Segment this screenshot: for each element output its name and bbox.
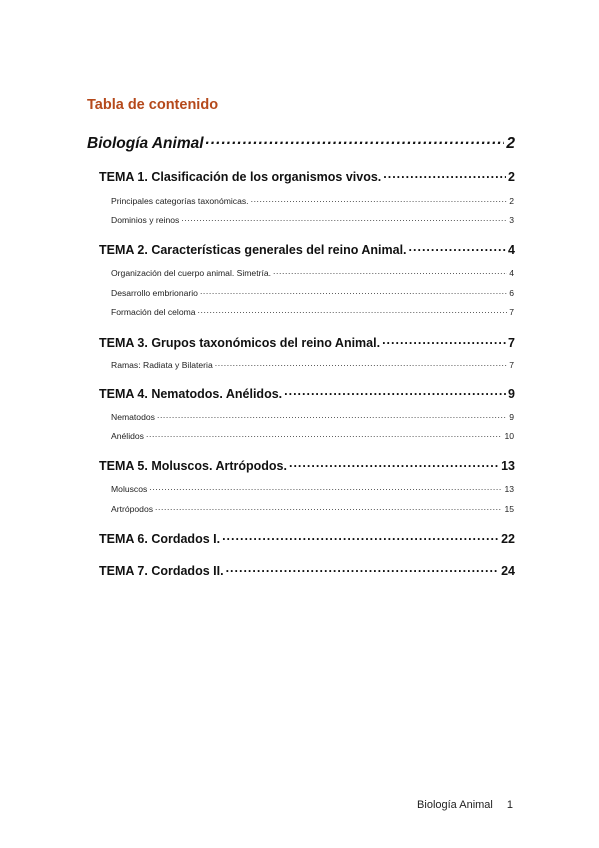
toc-entry-title: TEMA 7. Cordados II. <box>99 563 224 578</box>
toc-entry-page: 15 <box>504 503 514 514</box>
dot-leader <box>382 334 506 347</box>
toc-entry[interactable] <box>111 287 514 298</box>
footer-page-number: 1 <box>506 799 513 811</box>
toc-entry-title: Nematodos <box>111 411 155 422</box>
dot-leader <box>273 267 507 276</box>
toc-entry-page: 4 <box>508 242 515 257</box>
dot-leader <box>251 195 508 204</box>
toc-entry[interactable] <box>111 411 514 422</box>
dot-leader <box>155 503 502 512</box>
toc-entry-title: Artrópodos <box>111 503 154 514</box>
toc-entry[interactable] <box>99 385 515 401</box>
toc-entry-title: TEMA 6. Cordados I. <box>99 531 221 546</box>
toc-entry-page: 3 <box>509 214 514 225</box>
toc-entry-page: 13 <box>504 483 514 494</box>
toc-entry-page: 22 <box>501 531 515 546</box>
toc-entry[interactable] <box>111 483 514 494</box>
toc-entry-page: 7 <box>509 359 514 370</box>
toc-entry[interactable] <box>111 214 514 225</box>
toc-entry[interactable] <box>99 241 515 257</box>
toc-entry-title: Biología Animal <box>87 134 204 152</box>
toc-entry-title: Formación del celoma <box>111 306 196 317</box>
dot-leader <box>200 287 507 296</box>
footer-title: Biología Animal <box>417 799 493 811</box>
toc-entry-page: 4 <box>509 267 514 278</box>
toc-entry-page: 24 <box>501 563 515 578</box>
toc-entry-title: Ramas: Radiata y Bilateria <box>111 359 213 370</box>
toc-entry[interactable] <box>111 503 514 514</box>
dot-leader <box>226 562 500 575</box>
dot-leader <box>181 214 507 223</box>
toc-entry[interactable] <box>99 562 515 578</box>
toc-entry-page: 9 <box>509 411 514 422</box>
toc-entry-title: Moluscos <box>111 483 148 494</box>
toc-entry[interactable] <box>87 132 515 153</box>
toc-entry-title: Organización del cuerpo animal. Simetría. <box>111 267 272 278</box>
toc-entry-page: 7 <box>508 335 515 350</box>
dot-leader <box>206 132 505 148</box>
toc-entry[interactable] <box>99 530 515 546</box>
dot-leader <box>149 483 502 492</box>
toc-entry-page: 6 <box>509 287 514 298</box>
toc-entry-title: Anélidos <box>111 430 144 441</box>
dot-leader <box>222 530 499 543</box>
toc-entry-page: 2 <box>508 169 515 184</box>
toc-entry-page: 13 <box>501 458 515 473</box>
dot-leader <box>157 411 507 420</box>
dot-leader <box>284 385 506 398</box>
dot-leader <box>198 306 508 315</box>
dot-leader <box>383 168 506 181</box>
dot-leader <box>146 430 502 439</box>
toc-entry[interactable] <box>99 168 515 184</box>
toc-entry[interactable] <box>111 430 514 441</box>
toc-entry-title: Dominios y reinos <box>111 214 180 225</box>
toc-entry[interactable] <box>111 359 514 370</box>
page-footer <box>417 799 513 811</box>
dot-leader <box>289 457 499 470</box>
toc-heading: Tabla de contenido <box>87 97 219 113</box>
toc-entry-title: TEMA 4. Nematodos. Anélidos. <box>99 386 283 401</box>
toc-entry-page: 2 <box>506 134 515 152</box>
toc-entry[interactable] <box>99 457 515 473</box>
toc-entry-title: TEMA 1. Clasificación de los organismos vivos. <box>99 169 382 184</box>
dot-leader <box>409 241 507 254</box>
dot-leader <box>215 359 507 368</box>
toc-entry-page: 10 <box>504 430 514 441</box>
toc-entry-title: TEMA 5. Moluscos. Artrópodos. <box>99 458 287 473</box>
toc-entry-title: Desarrollo embrionario <box>111 287 198 298</box>
toc-entry-title: Principales categorías taxonómicas. <box>111 195 249 206</box>
toc-entry-page: 7 <box>509 306 514 317</box>
toc-entry-page: 2 <box>509 195 514 206</box>
toc-entry[interactable] <box>111 267 514 278</box>
toc-entry-page: 9 <box>508 386 515 401</box>
toc-entry[interactable] <box>99 334 515 350</box>
toc-entry[interactable] <box>111 306 514 317</box>
toc-entry[interactable] <box>111 195 514 206</box>
toc-entry-title: TEMA 3. Grupos taxonómicos del reino Animal. <box>99 335 381 350</box>
toc-entry-title: TEMA 2. Características generales del reino Animal. <box>99 242 407 257</box>
